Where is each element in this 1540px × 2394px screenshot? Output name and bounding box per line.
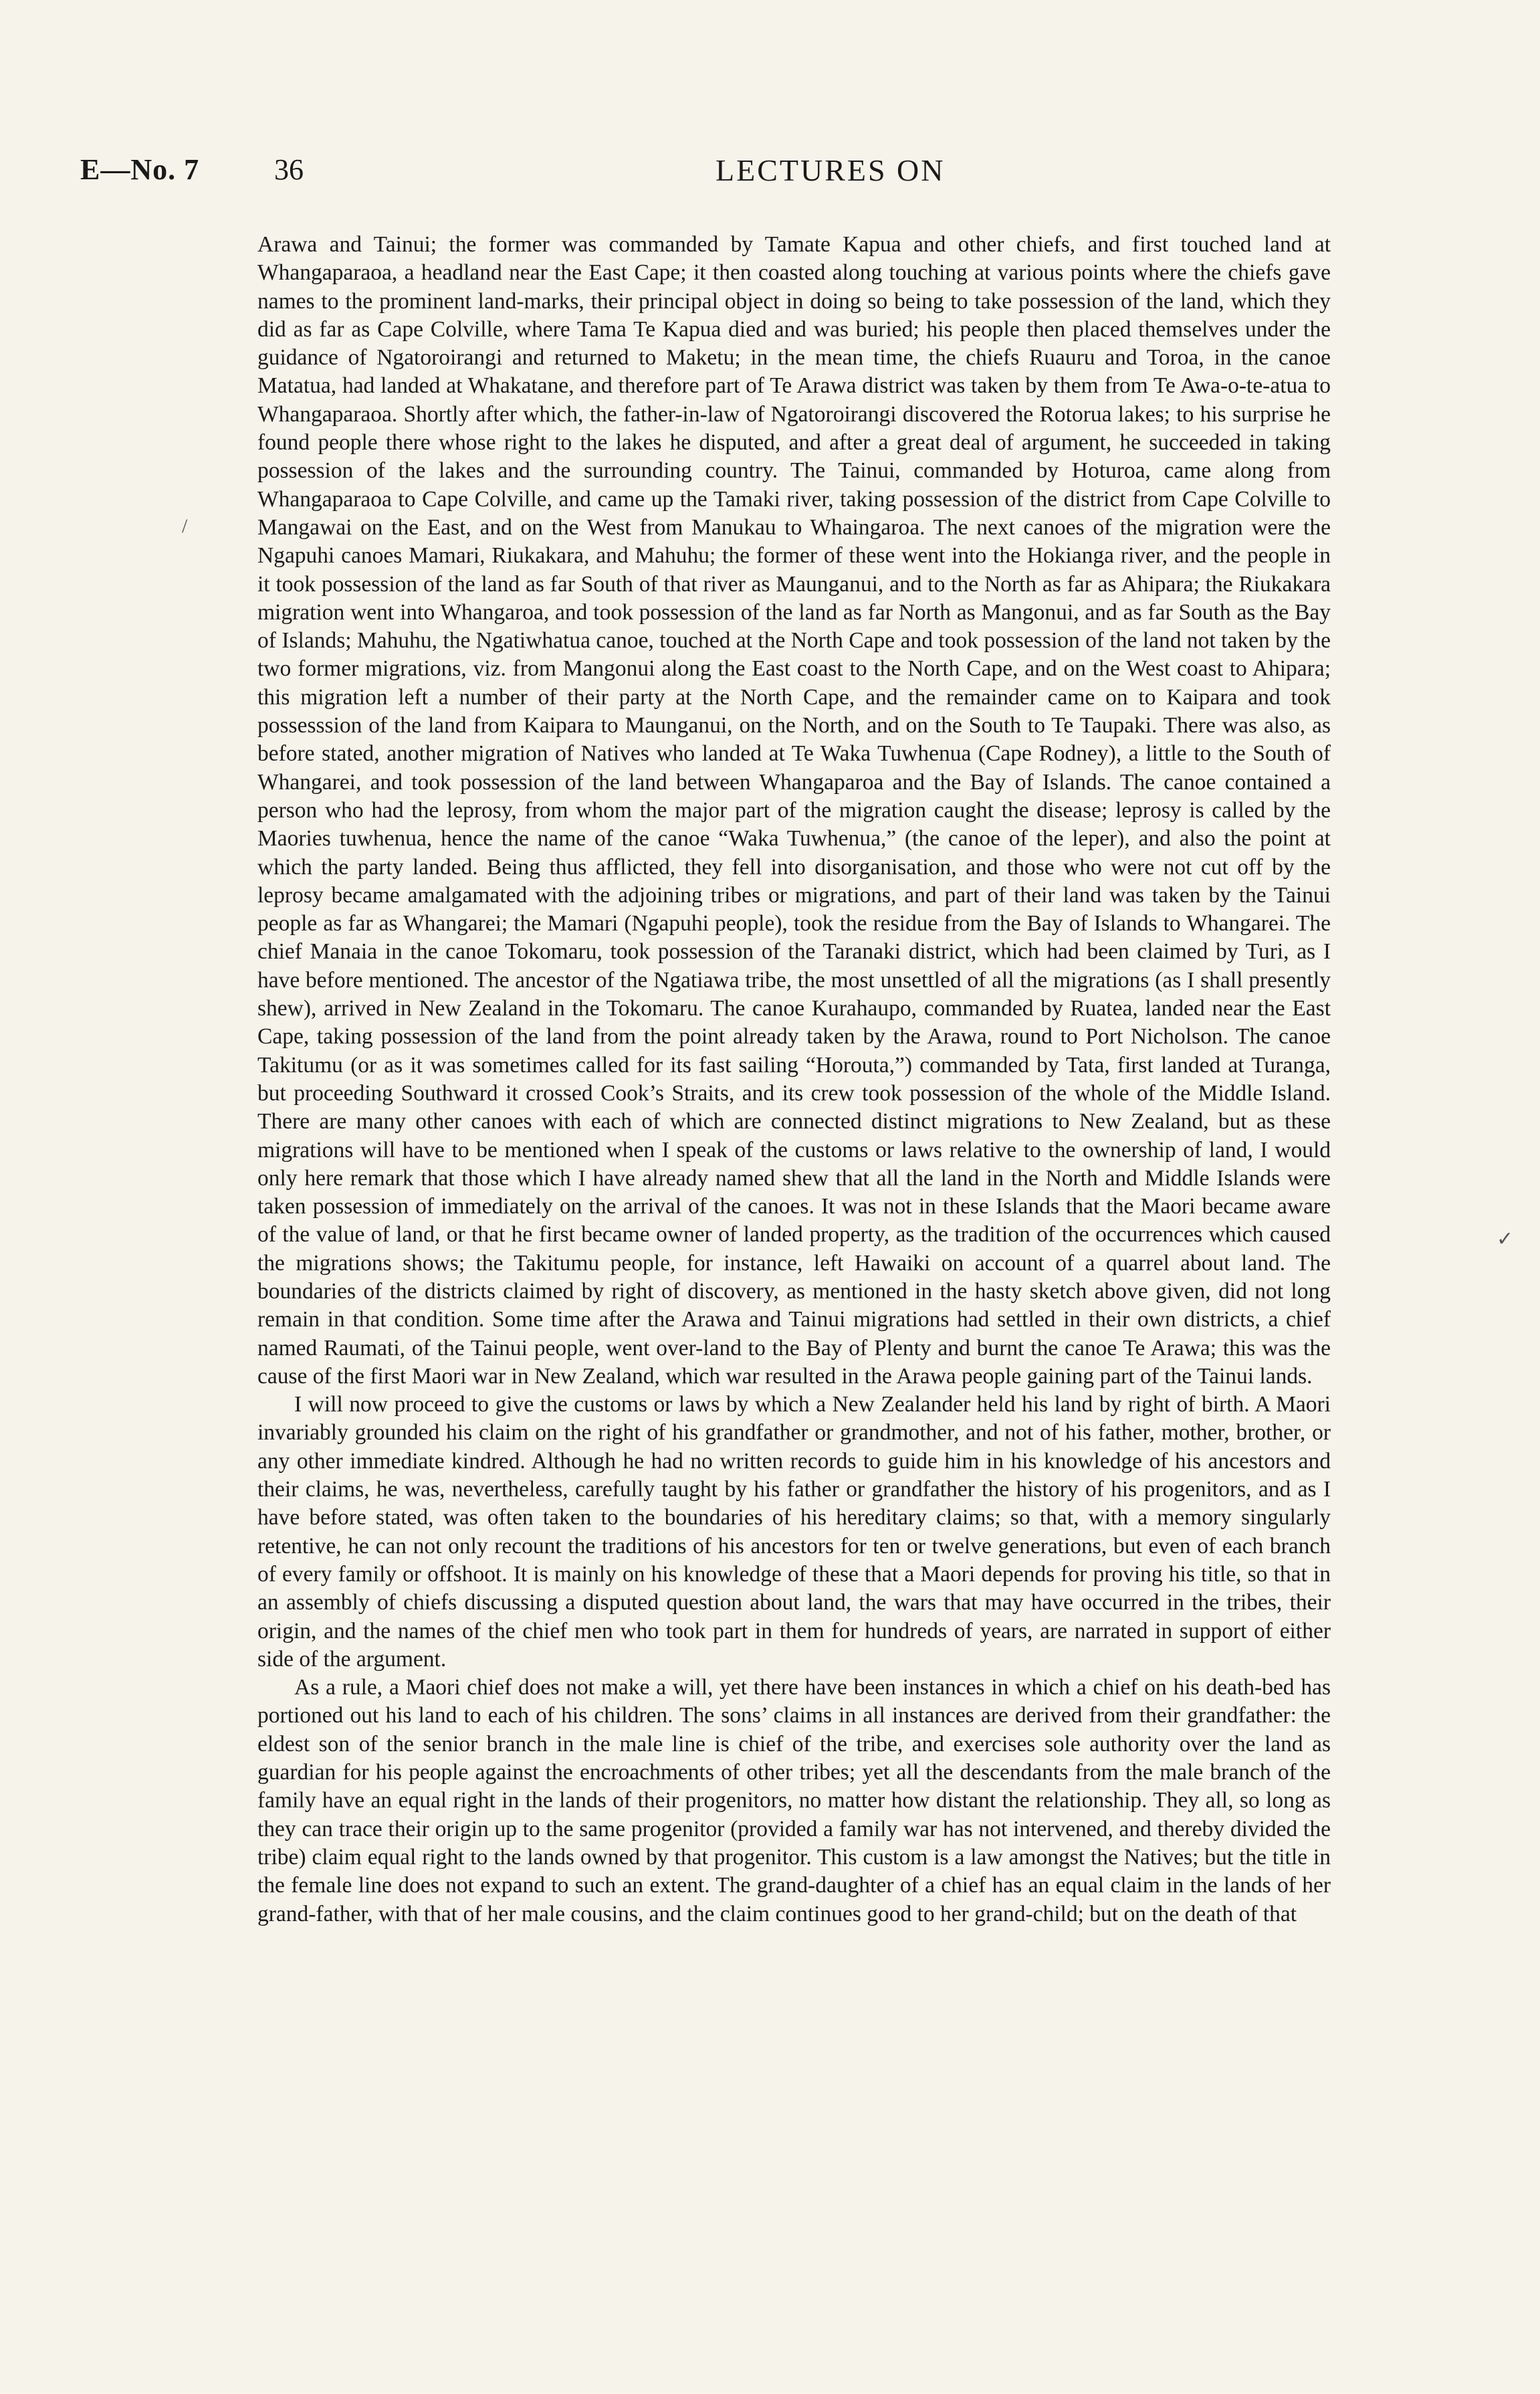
margin-tick-mark: / [182,515,188,537]
margin-tick-mark: ✓ [1497,1228,1514,1250]
page-number: 36 [274,153,304,186]
body-text [257,231,1331,1928]
series-identifier: E—No. 7 [80,153,200,186]
running-title: LECTURES ON [716,153,946,187]
page-header [80,153,1351,199]
paragraph: Arawa and Tainui; the former was commanded by Tamate Kapua and other chiefs, and first touched land at Whangaparaoa, a headland near the East Cape; it then coasted along touching at various points where the chiefs gave names to the prominent land-marks, their principal object in doing so being to take possession of the land, which they did as far as Cape Colville, where Tama Te Kapua died and was buried; his people then placed themselves under the guidance of Ngatoroirangi and returned to Maketu; in the mean time, the chiefs Ruauru and Toroa, in the canoe Matatua, had landed at Whakatane, and therefore part of Te Arawa district was taken by them from Te Awa-o-te-atua to Whangaparaoa. Shortly after which, the father-in-law of Ngatoroirangi discovered the Rotorua lakes; to his surprise he found people there whose right to the lakes he disputed, and after a great deal of argument, he succeeded in taking possession of the lakes and the surrounding country. The Tainui, commanded by Hoturoa, came along from Whangaparaoa to Cape Colville, and came up the Tamaki river, taking possession of the district from Cape Colville to Mangawai on the East, and on the West from Manukau to Whaingaroa. The next canoes of the migration were the Ngapuhi canoes Mamari, Riukakara, and Mahuhu; the former of these went into the Hokianga river, and the people in it took possession of the land as far South of that river as Maunganui, and to the North as far as Ahipara; the Riukakara migration went into Whangaroa, and took possession of the land as far North as Mangonui, and as far South as the Bay of Islands; Mahuhu, the Ngatiwhatua canoe, touched at the North Cape and took possession of the land not taken by the two former migrations, viz. from Mangonui along the East coast to the North Cape, and on the West coast to Ahipara; this migration left a number of their party at the North Cape, and the remainder came on to Kaipara and took possesssion of the land from Kaipara to Maunganui, on the North, and on the South to Te Taupaki. There was also, as before stated, another migration of Natives who landed at Te Waka Tuwhenua (Cape Rodney), a little to the South of Whangarei, and took possession of the land between Whangaparoa and the Bay of Islands. The canoe contained a person who had the leprosy, from whom the major part of the migration caught the disease; leprosy is called by the Maories tuwhenua, hence the name of the canoe “Waka Tuwhenua,” (the canoe of the leper), and also the point at which the party landed. Being thus afflicted, they fell into disorganisation, and those who were not cut off by the leprosy became amalgamated with the adjoining tribes or migrations, and part of their land was taken by the Tainui people as far as Whangarei; the Mamari (Ngapuhi people), took the residue from the Bay of Islands to Whangarei. The chief Manaia in the canoe Tokomaru, took possession of the Taranaki district, which had been claimed by Turi, as I have before mentioned. The ancestor of the Ngatiawa tribe, the most unsettled of all the migrations (as I shall presently shew), arrived in New Zealand in the Tokomaru. The canoe Kurahaupo, commanded by Ruatea, landed near the East Cape, taking possession of the land from the point already taken by the Arawa, round to Port Nicholson. The canoe Takitumu (or as it was sometimes called for its fast sailing “Horouta,”) commanded by Tata, first landed at Turanga, but proceeding Southward it crossed Cook’s Straits, and its crew took possession of the whole of the Middle Island. There are many other canoes with each of which are connected distinct migrations to New Zealand, but as these migrations will have to be mentioned when I speak of the customs or laws relative to the ownership of land, I would only here remark that those which I have already named shew that all the land in the North and Middle Islands were taken possession of immediately on the arrival of the canoes. It was not in these Islands that the Maori became aware of the value of land, or that he first became owner of landed property, as the tradition of the occurrences which caused the migrations shows; the Takitumu people, for instance, left Hawaiki on account of a quarrel about land. The boundaries of the districts claimed by right of discovery, as mentioned in the hasty sketch above given, did not long remain in that condition. Some time after the Arawa and Tainui migrations had settled in their own districts, a chief named Raumati, of the Tainui people, went over-land to the Bay of Plenty and burnt the canoe Te Arawa; this was the cause of the first Maori war in New Zealand, which war resulted in the Arawa people gaining part of the Tainui lands. [257,232,1331,1389]
paragraph: As a rule, a Maori chief does not make a will, yet there have been instances in which a chief on his death-bed has portioned out his land to each of his children. The sons’ claims in all instances are derived from their grandfather: the eldest son of the senior branch in the male line is chief of the tribe, and exercises sole authority over the land as guardian for his people against the encroachments of other tribes; yet all the descendants from the male branch of the family have an equal right in the lands of their progenitors, no matter how distant the relationship. They all, so long as they can trace their origin up to the same progenitor (provided a family war has not intervened, and thereby divided the tribe) claim equal right to the lands owned by that progenitor. This custom is a law amongst the Natives; but the title in the female line does not expand to such an extent. The grand-daughter of a chief has an equal claim in the lands of her grand-father, with that of her male cousins, and the claim continues good to her grand-child; but on the death of that [257,1675,1331,1926]
paragraph: I will now proceed to give the customs or laws by which a New Zealander held his land by right of birth. A Maori invariably grounded his claim on the right of his grandfather or grandmother, and not of his father, mother, brother, or any other immediate kindred. Although he had no written records to guide him in his knowledge of his ancestors and their claims, he was, nevertheless, carefully taught by his father or grandfather the history of his progenitors, and as I have before stated, was often taken to the boundaries of his hereditary claims; so that, with a memory singularly retentive, he can not only recount the traditions of his ancestors for ten or twelve generations, but even of each branch of every family or offshoot. It is mainly on his knowledge of these that a Maori depends for proving his title, so that in an assembly of chiefs discussing a disputed question about land, the wars that may have occurred in the tribes, their origin, and the names of the chief men who took part in them for hundreds of years, are narrated in support of either side of the argument. [257,1392,1331,1672]
